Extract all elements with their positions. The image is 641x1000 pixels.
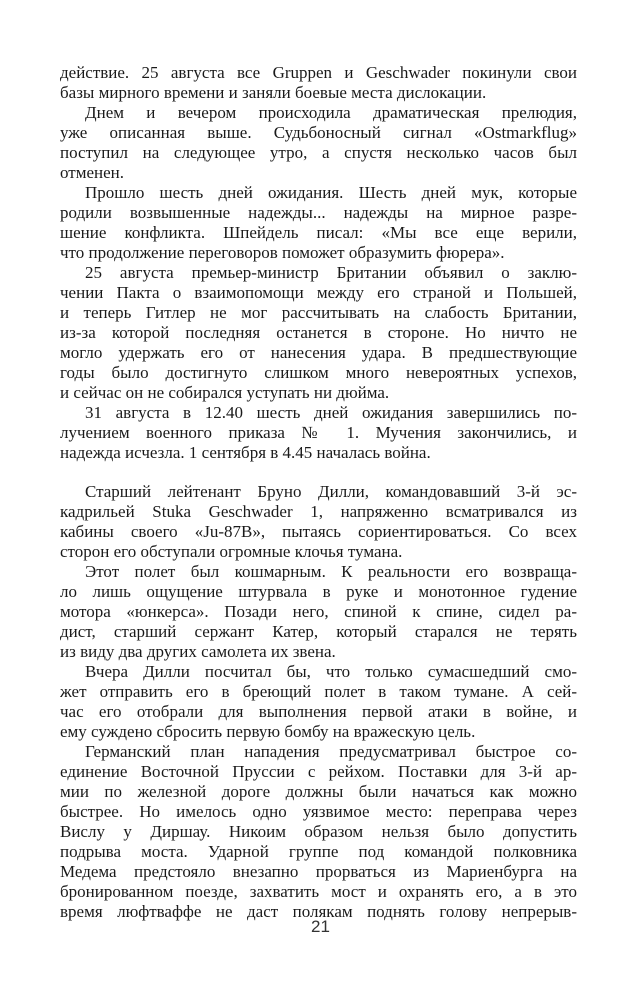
text-line: Этот полет был кошмарным. К реальности его возвраща- bbox=[85, 562, 577, 581]
text-line: Вчера Дилли посчитал бы, что только сумасшедший смо- bbox=[85, 662, 577, 681]
text-line: 31 августа в 12.40 шесть дней ожидания завершились по- bbox=[85, 403, 577, 422]
text-line: родили возвышенные надежды... надежды на мирное разре- bbox=[60, 203, 577, 222]
text-line: сторон его обступали огромные клочья тумана. bbox=[60, 542, 403, 561]
text-line: дист, старший сержант Катер, который старался не терять bbox=[60, 622, 577, 641]
text-line: бронированном поезде, захватить мост и охранять его, а в это bbox=[60, 882, 577, 901]
text-line: уже описанная выше. Судьбоносный сигнал «Ostmarkflug» bbox=[60, 123, 577, 142]
text-line: Старший лейтенант Бруно Дилли, командовавший 3-й эс- bbox=[85, 482, 577, 501]
page-number: 21 bbox=[311, 917, 330, 936]
text-line: шение конфликта. Шпейдель писал: «Мы все еще верили, bbox=[60, 223, 577, 242]
text-line: ему суждено сбросить первую бомбу на вражескую цель. bbox=[60, 722, 476, 741]
text-line: из виду два других самолета их звена. bbox=[60, 642, 336, 661]
text-line: Днем и вечером происходила драматическая прелюдия, bbox=[85, 103, 577, 122]
text-line: время люфтваффе не даст полякам поднять голову непрерыв- bbox=[60, 902, 577, 921]
text-line: поступил на следующее утро, а спустя несколько часов был bbox=[60, 143, 577, 162]
text-line: Германский план нападения предусматривал быстрое со- bbox=[85, 742, 577, 761]
text-line: Вислу у Диршау. Никоим образом нельзя было допустить bbox=[60, 822, 577, 841]
text-line: ло лишь ощущение штурвала в руке и монотонное гудение bbox=[60, 582, 577, 601]
text-line: час его отобрали для выполнения первой атаки в войне, и bbox=[60, 702, 577, 721]
text-line: кадрильей Stuka Geschwader 1, напряженно всматривался из bbox=[60, 502, 577, 521]
text-line: Медема предстояло внезапно прорваться из Мариенбурга на bbox=[60, 862, 577, 881]
text-section-2 bbox=[60, 482, 577, 922]
text-line: годы было достигнуто слишком много невероятных успехов, bbox=[60, 363, 577, 382]
text-line: кабины своего «Ju-87B», пытаясь сориентироваться. Со всех bbox=[60, 522, 577, 541]
text-line: жет отправить его в бреющий полет в таком тумане. А сей- bbox=[60, 682, 577, 701]
text-line: и теперь Гитлер не мог рассчитывать на слабость Британии, bbox=[60, 303, 577, 322]
text-line: единение Восточной Пруссии с рейхом. Поставки для 3-й ар- bbox=[60, 762, 577, 781]
text-line: лучением военного приказа № 1. Мучения закончились, и bbox=[60, 423, 577, 442]
text-line: мотора «юнкерса». Позади него, спиной к спине, сидел ра- bbox=[60, 602, 577, 621]
text-line: подрыва моста. Ударной группе под командой полковника bbox=[60, 842, 577, 861]
text-line: действие. 25 августа все Gruppen и Geschwader покинули свои bbox=[60, 63, 577, 82]
text-line: 25 августа премьер-министр Британии объявил о заклю- bbox=[85, 263, 577, 282]
text-section-1 bbox=[60, 63, 577, 463]
text-line: чении Пакта о взаимопомощи между его страной и Польшей, bbox=[60, 283, 577, 302]
text-line: могло удержать его от нанесения удара. В предшествующие bbox=[60, 343, 577, 362]
text-line: быстрее. Но имелось одно уязвимое место: переправа через bbox=[60, 802, 577, 821]
text-line: надежда исчезла. 1 сентября в 4.45 началась война. bbox=[60, 443, 431, 462]
text-line: Прошло шесть дней ожидания. Шесть дней мук, которые bbox=[85, 183, 577, 202]
text-line: что продолжение переговоров поможет образумить фюрера». bbox=[60, 243, 505, 262]
text-line: отменен. bbox=[60, 163, 124, 182]
text-line: базы мирного времени и заняли боевые места дислокации. bbox=[60, 83, 487, 102]
text-line: мии по железной дороге должны были начаться как можно bbox=[60, 782, 577, 801]
text-line: из-за которой последняя останется в стороне. Но ничто не bbox=[60, 323, 577, 342]
text-line: и сейчас он не собирался уступать ни дюйма. bbox=[60, 383, 390, 402]
